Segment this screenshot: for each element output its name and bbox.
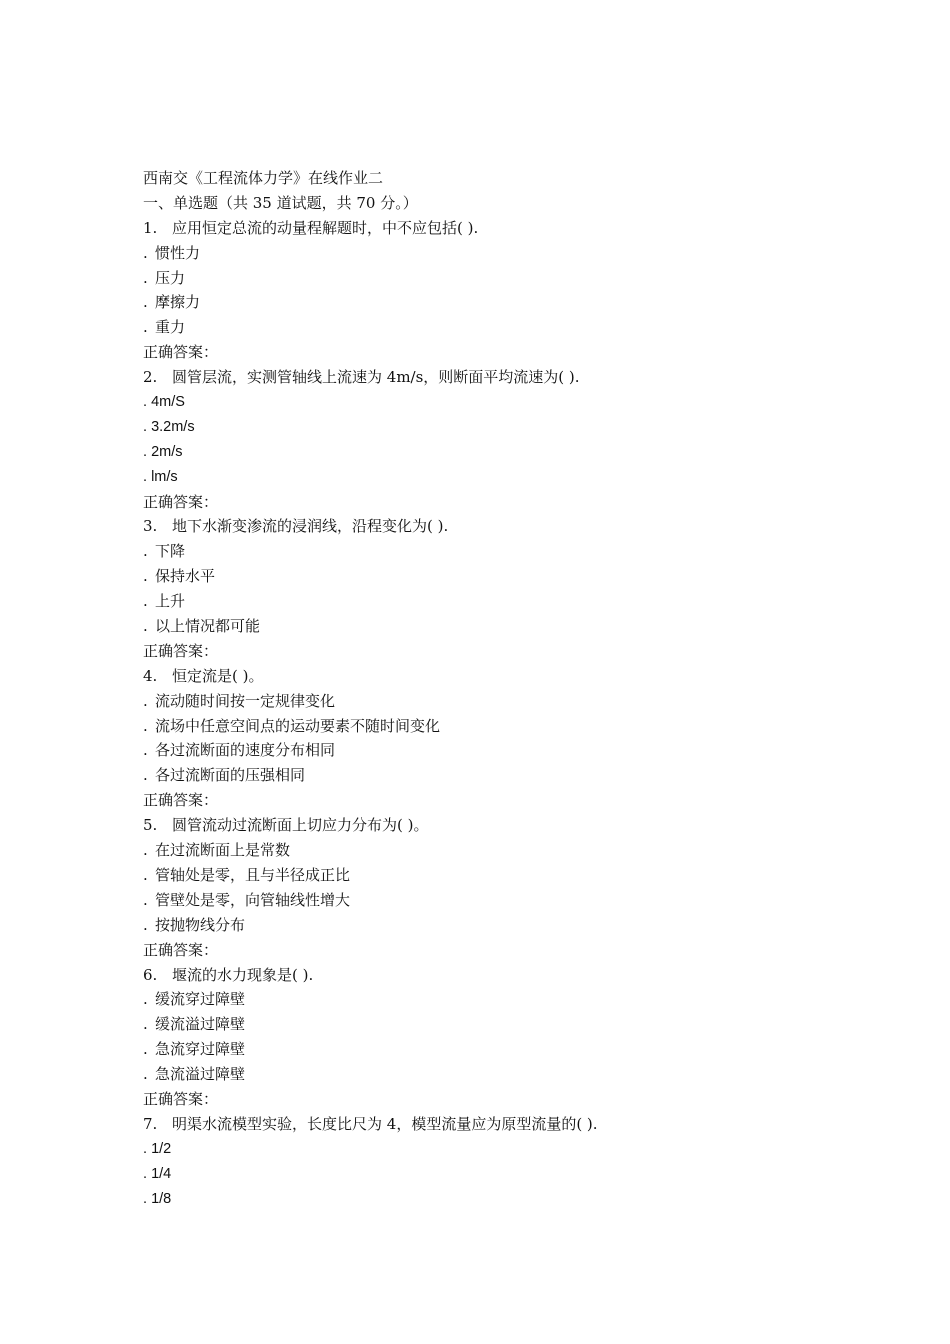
option: . 缓流穿过障壁 [143,990,246,1009]
option: . 管轴处是零，且与半径成正比 [143,865,351,884]
question [145,963,905,1112]
option: . 急流溢过障壁 [143,1065,246,1084]
option: . 上升 [143,592,186,611]
question-number: 2. [143,368,158,387]
option: . 2m/s [143,443,183,460]
option: . 在过流断面上是常数 [143,841,291,860]
answer-label: 正确答案： [143,940,219,959]
option: . 保持水平 [143,567,216,586]
option: . 4m/S [143,394,185,411]
option-text: 在过流断面上是常数 [155,841,291,860]
question-stem [143,365,905,390]
answer-label: 正确答案： [143,343,219,362]
option-text: 摩擦力 [155,293,201,312]
option: . 1/4 [143,1165,172,1182]
option: . 以上情况都可能 [143,617,261,636]
answer-label: 正确答案： [143,641,219,660]
option: . 各过流断面的压强相同 [143,766,306,785]
question-number: 1. [143,218,158,237]
question [145,1112,905,1212]
option: . 1/8 [143,1190,172,1207]
option-text: 缓流穿过障壁 [155,990,246,1009]
option: . 3.2m/s [143,418,195,435]
question-text: 圆管层流，实测管轴线上流速为 4m/s，则断面平均流速为( ). [172,368,580,387]
option-text: 1/2 [151,1140,172,1157]
option-text: 下降 [155,542,186,561]
option-text: 按抛物线分布 [155,915,246,934]
option-text: 保持水平 [155,567,216,586]
option-text: 惯性力 [155,243,201,262]
option: . lm/s [143,468,178,485]
question-text: 圆管流动过流断面上切应力分布为( )。 [172,816,429,835]
question [145,664,905,813]
option: . 流动随时间按一定规律变化 [143,691,336,710]
option-text: 3.2m/s [151,418,195,435]
question [145,813,905,962]
option-text: 急流穿过障壁 [155,1040,246,1059]
question-text: 明渠水流模型实验，长度比尺为 4，模型流量应为原型流量的( ). [172,1114,598,1133]
question-text: 恒定流是( )。 [172,666,264,685]
option-text: 流场中任意空间点的运动要素不随时间变化 [155,716,441,735]
option-text: 急流溢过障壁 [155,1065,246,1084]
question-number: 4. [143,666,158,685]
option-text: 各过流断面的压强相同 [155,766,306,785]
question-stem [143,514,905,539]
document-body [145,166,905,1211]
option: . 1/2 [143,1140,172,1157]
option-text: 管轴处是零，且与半径成正比 [155,865,351,884]
option: . 下降 [143,542,186,561]
option-text: lm/s [151,468,178,485]
question-stem [143,216,905,241]
answer-label: 正确答案： [143,492,219,511]
option: . 惯性力 [143,243,201,262]
option-text: 4m/S [151,394,185,411]
option-text: 以上情况都可能 [155,617,261,636]
option: . 摩擦力 [143,293,201,312]
question [145,216,905,365]
option: . 按抛物线分布 [143,915,246,934]
option-text: 重力 [155,318,186,337]
answer-label: 正确答案： [143,791,219,810]
option: . 各过流断面的速度分布相同 [143,741,336,760]
option: . 流场中任意空间点的运动要素不随时间变化 [143,716,441,735]
section-heading: 一、单选题（共 35 道试题，共 70 分。） [143,193,418,212]
option: . 压力 [143,268,186,287]
option-text: 缓流溢过障壁 [155,1015,246,1034]
option-text: 1/8 [151,1190,172,1207]
question-stem [143,1112,905,1137]
question-stem [143,664,905,689]
option-text: 各过流断面的速度分布相同 [155,741,336,760]
option: . 重力 [143,318,186,337]
option: . 缓流溢过障壁 [143,1015,246,1034]
option-text: 1/4 [151,1165,172,1182]
option: . 急流穿过障壁 [143,1040,246,1059]
question [145,365,905,514]
option-text: 流动随时间按一定规律变化 [155,691,336,710]
option: . 管壁处是零，向管轴线性增大 [143,890,351,909]
question-number: 6. [143,965,158,984]
option-text: 上升 [155,592,186,611]
question-text: 应用恒定总流的动量程解题时，中不应包括( ). [172,218,479,237]
question-stem [143,963,905,988]
question-number: 3. [143,517,158,536]
option-text: 压力 [155,268,186,287]
document-title: 西南交《工程流体力学》在线作业二 [143,169,384,187]
question-number: 5. [143,816,158,835]
question-number: 7. [143,1114,158,1133]
answer-label: 正确答案： [143,1089,219,1108]
question-text: 地下水渐变渗流的浸润线，沿程变化为( ). [172,517,449,536]
option-text: 2m/s [151,443,183,460]
question-text: 堰流的水力现象是( ). [172,965,314,984]
question-stem [143,813,905,838]
option-text: 管壁处是零，向管轴线性增大 [155,890,351,909]
question [145,514,905,663]
